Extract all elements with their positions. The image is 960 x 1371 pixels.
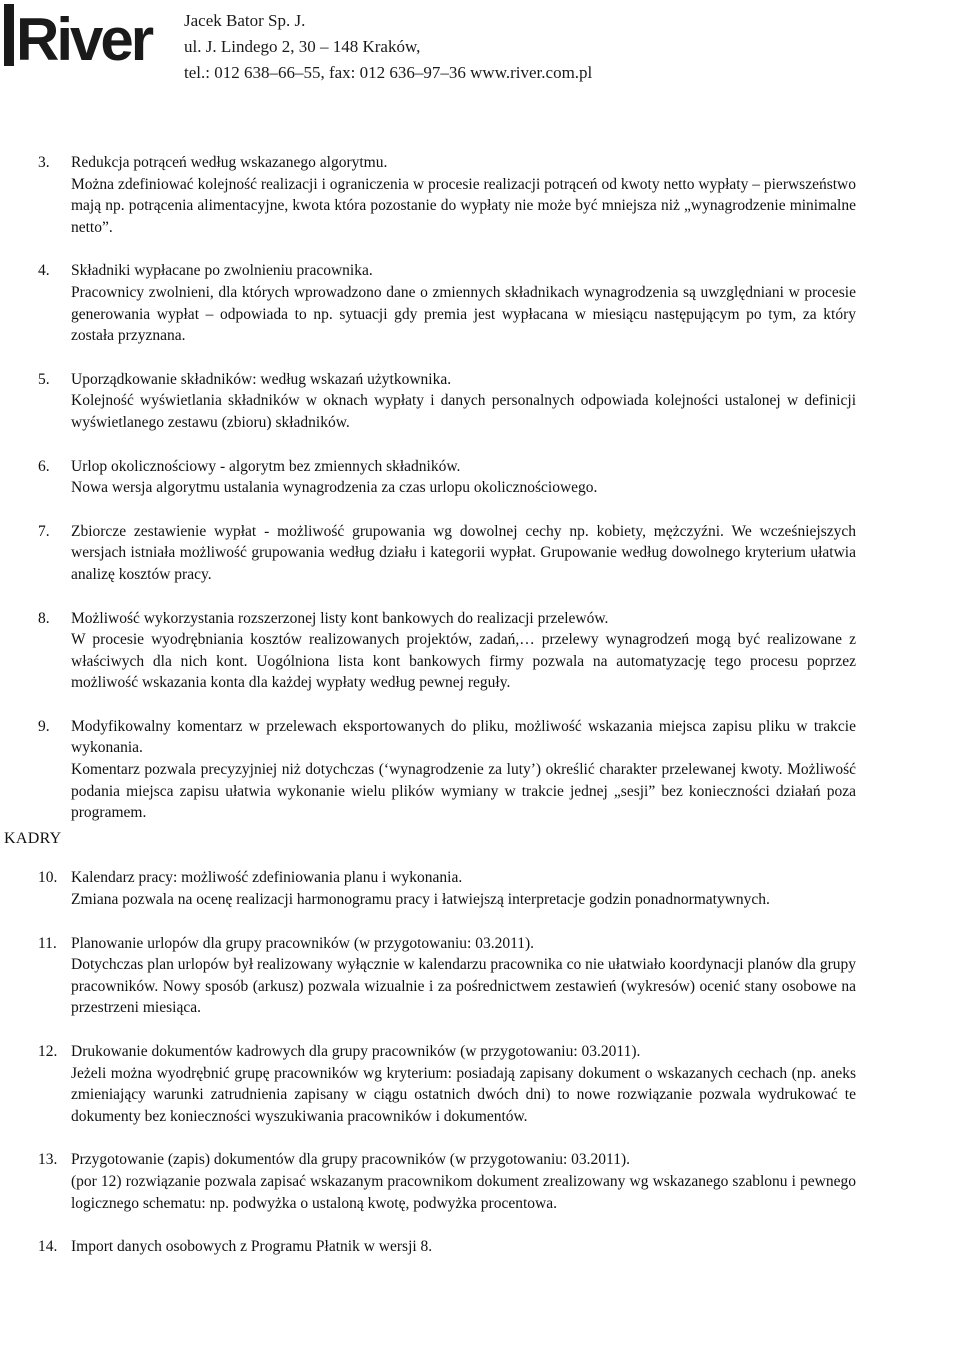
item-number: 3. bbox=[38, 154, 50, 171]
item-number: 14. bbox=[38, 1238, 58, 1256]
item-title: Redukcja potrąceń według wskazanego algorytmu. bbox=[71, 154, 388, 171]
logo-text: River bbox=[16, 6, 152, 68]
company-contact: tel.: 012 638–66–55, fax: 012 636–97–36 www.river.com.pl bbox=[184, 63, 593, 82]
list-item bbox=[38, 1149, 856, 1214]
item-title: Kalendarz pracy: możliwość zdefiniowania planu i wykonania. bbox=[71, 869, 463, 887]
item-title: Urlop okolicznościowy - algorytm bez zmiennych składników. bbox=[71, 457, 461, 475]
item-title: Import danych osobowych z Programu Płatnik w wersji 8. bbox=[71, 1238, 433, 1256]
item-text: (por 12) rozwiązanie pozwala zapisać wskazanym pracownikom dokument zrealizowany wg wskazanego szablonu i pewnego logicznego schematu: np. podwyżka o ustaloną kwotę, podwyżka procentowa. bbox=[71, 1172, 856, 1212]
river-logo bbox=[2, 2, 168, 68]
item-text: Pracownicy zwolnieni, dla których wprowadzono dane o zmiennych składnikach wynagrodzenia są uwzględniani w procesie generowania wypłat – odpowiada to np. sytuacji gdy premia jest wypłacana w miesiącu następującym po tym, za który została przyznana. bbox=[71, 283, 856, 345]
item-text: Nowa wersja algorytmu ustalania wynagrodzenia za czas urlopu okolicznościowego. bbox=[71, 479, 598, 497]
list-item bbox=[38, 716, 856, 824]
company-name: Jacek Bator Sp. J. bbox=[184, 11, 306, 30]
item-text: Można zdefiniować kolejność realizacji i ograniczenia w procesie realizacji potrąceń od kwoty netto wypłaty – pierwszeństwo mają np. potrącenia alimentacyjne, kwota która pozostanie do wypłaty nie może być mniejsza niż „wynagrodzenie minimalne netto”. bbox=[71, 175, 856, 236]
item-text: Jeżeli można wyodrębnić grupę pracowników wg kryterium: posiadają zapisany dokument o wskazanych cechach (np. aneks zmieniający warunki zatrudnienia zapisany w ciągu ostatnich dwóch dni) to nowe rozwiązanie pozwala wydrukować te dokumenty bez konieczności wyszukiwania pracowników i dokumentów. bbox=[71, 1064, 856, 1125]
item-title: Drukowanie dokumentów kadrowych dla grupy pracowników (w przygotowaniu: 03.2011). bbox=[71, 1043, 641, 1060]
document-body bbox=[4, 152, 856, 1280]
list-item bbox=[38, 1041, 856, 1127]
list-item bbox=[38, 933, 856, 1019]
list-item bbox=[38, 152, 856, 238]
item-number: 10. bbox=[38, 869, 58, 887]
list-item bbox=[38, 260, 856, 346]
item-text: Dotychczas plan urlopów był realizowany wyłącznie w kalendarzu pracownika co nie ułatwiało koordynacji planów dla grupy pracowników. Nowy sposób (arkusz) pozwala wizualnie i za pośrednictwem zestawień (wykresów) ocenić stany osobowe na przestrzeni miesiąca. bbox=[71, 956, 856, 1017]
company-header bbox=[184, 8, 592, 86]
item-title: Planowanie urlopów dla grupy pracowników (w przygotowaniu: 03.2011). bbox=[71, 934, 535, 952]
list-item bbox=[38, 1236, 856, 1258]
list-item bbox=[38, 521, 856, 586]
item-text: Komentarz pozwala precyzyjniej niż dotychczas (‘wynagrodzenie za luty’) określić charakter przelewanej kwoty. Możliwość podania miejsca zapisu ułatwia wykonanie wielu plików wymiany w trakcie jednej „sesji” bez konieczności działań poza programem. bbox=[71, 761, 856, 822]
item-number: 11. bbox=[38, 934, 57, 952]
list-item bbox=[38, 369, 856, 434]
item-number: 5. bbox=[38, 370, 50, 388]
item-title: Składniki wypłacane po zwolnieniu pracownika. bbox=[71, 262, 373, 280]
section-label-kadry: KADRY bbox=[4, 829, 62, 847]
company-address: ul. J. Lindego 2, 30 – 148 Kraków, bbox=[184, 37, 421, 56]
item-number: 6. bbox=[38, 457, 50, 475]
item-text: W procesie wyodrębniania kosztów realizowanych projektów, zadań,… przelewy wynagrodzeń mogą być realizowane z właściwych dla nich kont. Uogólniona lista kont bankowych firmy pozwala na automatyzację tego procesu poprzez możliwość wskazania konta dla każdej wypłaty według pewnej reguły. bbox=[71, 631, 856, 692]
item-number: 4. bbox=[38, 262, 50, 280]
item-text: Kolejność wyświetlania składników w oknach wypłaty i danych personalnych odpowiada kolejności ustalonej w definicji wyświetlanego zestawu (zbioru) składników. bbox=[71, 392, 856, 431]
item-number: 8. bbox=[38, 609, 50, 627]
item-number: 9. bbox=[38, 717, 50, 735]
item-title: Modyfikowalny komentarz w przelewach eksportowanych do pliku, możliwość wskazania miejsca zapisu pliku w trakcie wykonania. bbox=[71, 717, 856, 757]
item-number: 7. bbox=[38, 522, 50, 540]
list-item bbox=[38, 608, 856, 694]
item-text: Zbiorcze zestawienie wypłat - możliwość grupowania wg dowolnej cechy np. kobiety, mężczyźni. We wcześniejszych wersjach istniała możliwość grupowania według działu i kategorii wypłat. Grupowanie według dowolnego kryterium ułatwia analizę kosztów pracy. bbox=[71, 522, 856, 583]
item-title: Uporządkowanie składników: według wskazań użytkownika. bbox=[71, 370, 452, 388]
list-item bbox=[38, 456, 856, 499]
item-title: Możliwość wykorzystania rozszerzonej listy kont bankowych do realizacji przelewów. bbox=[71, 609, 609, 627]
item-number: 12. bbox=[38, 1043, 58, 1060]
list-item bbox=[38, 867, 856, 910]
item-number: 13. bbox=[38, 1151, 58, 1169]
item-title: Przygotowanie (zapis) dokumentów dla grupy pracowników (w przygotowaniu: 03.2011). bbox=[71, 1151, 631, 1169]
item-text: Zmiana pozwala na ocenę realizacji harmonogramu pracy i łatwiejszą interpretacje godzin ponadnormatywnych. bbox=[71, 891, 770, 909]
